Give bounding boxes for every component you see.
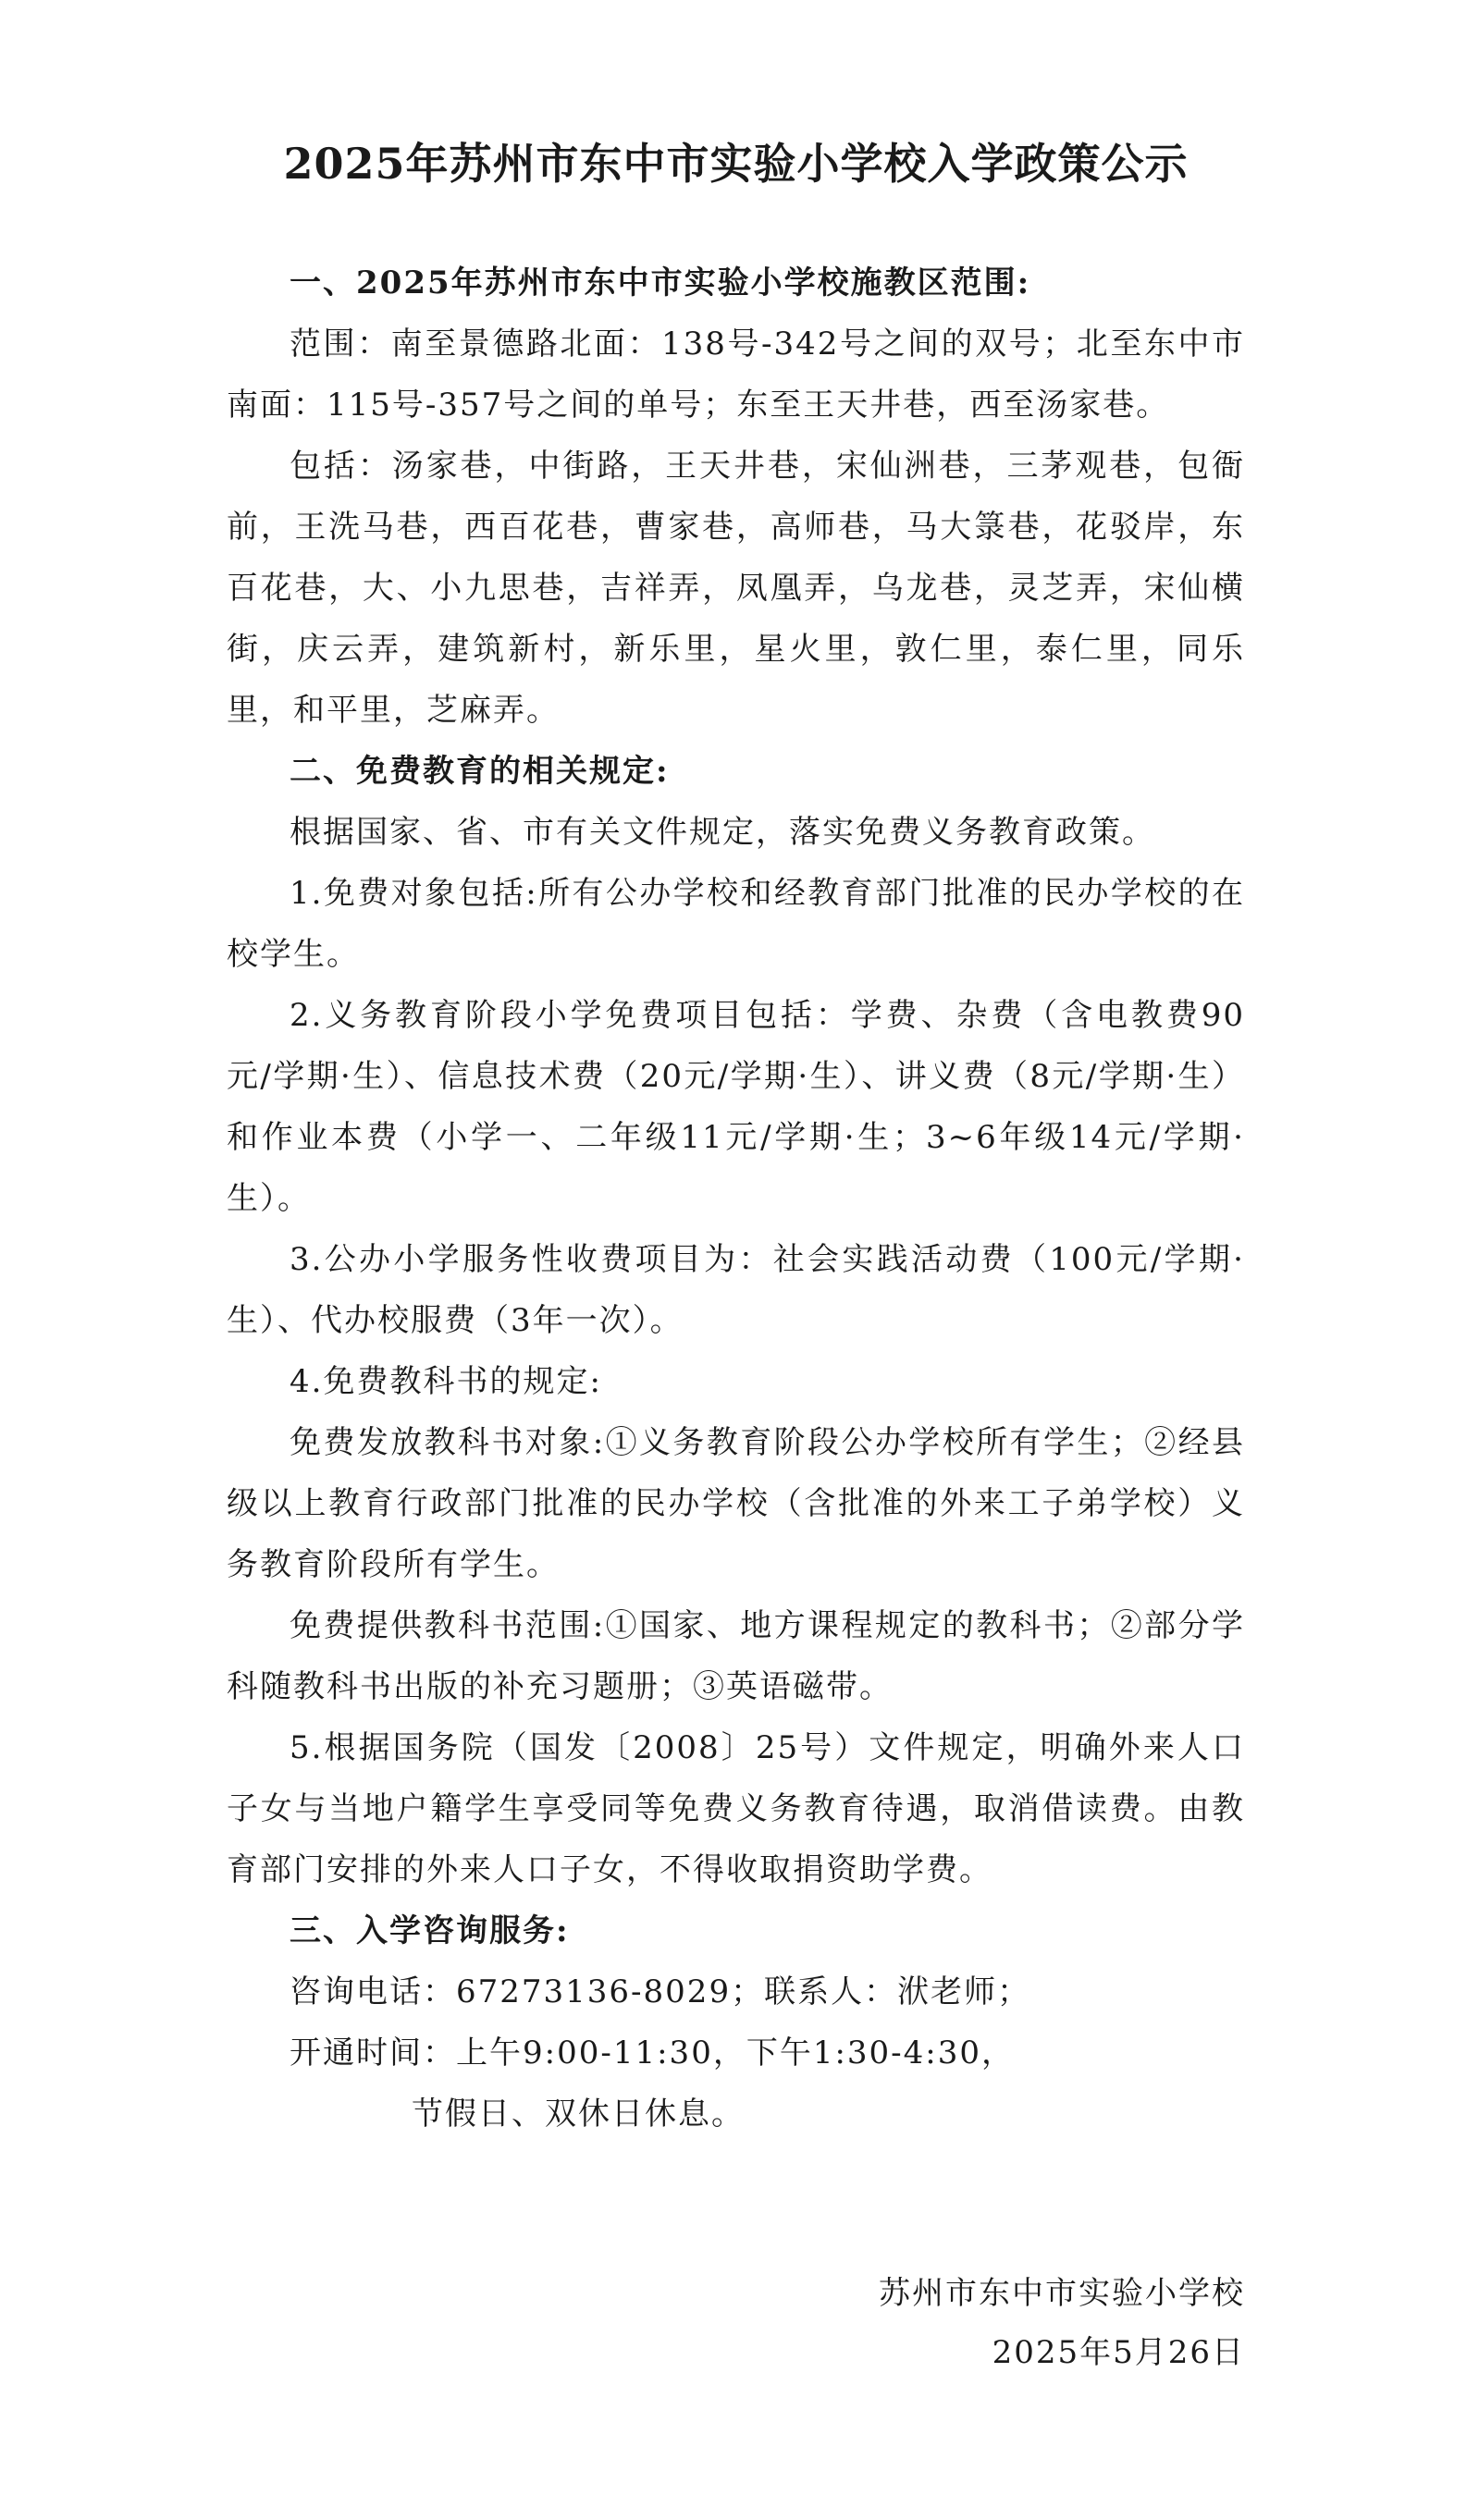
signature-block: [879, 2264, 1245, 2382]
section-2-item-2: 2.义务教育阶段小学免费项目包括：学费、杂费（含电教费90元/学期·生）、信息技术费（20元/学期·生）、讲义费（8元/学期·生）和作业本费（小学一、二年级11元/学期·生；3~6年级14元/学期·生）。: [227, 997, 1245, 1218]
section-2-intro: 根据国家、省、市有关文件规定，落实免费义务教育政策。: [290, 814, 1155, 852]
section-3-phone: 咨询电话：67273136-8029；联系人：洑老师；: [290, 1973, 1031, 2011]
section-3-hours: 开通时间：上午9:00-11:30，下午1:30-4:30，: [290, 2034, 1016, 2072]
signature-org: 苏州市东中市实验小学校: [879, 2275, 1245, 2312]
section-2-item-4-recipients: 免费发放教科书对象:①义务教育阶段公办学校所有学生；②经县级以上教育行政部门批准的民办学校（含批准的外来工子弟学校）义务教育阶段所有学生。: [227, 1424, 1245, 1584]
signature-date: 2025年5月26日: [992, 2334, 1245, 2371]
section-1-streets: 包括：汤家巷，中街路，王天井巷，宋仙洲巷，三茅观巷，包衙前，王洗马巷，西百花巷，曹家巷，高师巷，马大箓巷，花驳岸，东百花巷，大、小九思巷，吉祥弄，凤凰弄，乌龙巷，灵芝弄，宋仙横街，庆云弄，建筑新村，新乐里，星火里，敦仁里，泰仁里，同乐里，和平里，芝麻弄。: [227, 448, 1245, 730]
section-2-item-4: 4.免费教科书的规定:: [290, 1363, 602, 1401]
section-3-heading: 三、入学咨询服务:: [290, 1912, 570, 1950]
section-1-scope: 范围：南至景德路北面：138号-342号之间的双号；北至东中市南面：115号-357号之间的单号；东至王天井巷，西至汤家巷。: [227, 326, 1245, 424]
section-1-heading: 一、2025年苏州市东中市实验小学校施教区范围:: [290, 264, 1031, 302]
section-2-item-4-scope: 免费提供教科书范围:①国家、地方课程规定的教科书；②部分学科随教科书出版的补充习题册；③英语磁带。: [227, 1607, 1245, 1706]
section-2-heading: 二、免费教育的相关规定:: [290, 753, 670, 791]
section-3-holiday: 节假日、双休日休息。: [412, 2096, 745, 2133]
section-2-item-5: 5.根据国务院（国发〔2008〕25号）文件规定，明确外来人口子女与当地户籍学生享受同等免费义务教育待遇，取消借读费。由教育部门安排的外来人口子女，不得收取捐资助学费。: [227, 1729, 1245, 1889]
section-2-item-1: 1.免费对象包括:所有公办学校和经教育部门批准的民办学校的在校学生。: [227, 875, 1245, 974]
document-body: [227, 252, 1245, 2145]
section-2-item-3: 3.公办小学服务性收费项目为：社会实践活动费（100元/学期·生）、代办校服费（3年一次）。: [227, 1241, 1245, 1340]
document-title: 2025年苏州市东中市实验小学校入学政策公示: [283, 139, 1189, 189]
